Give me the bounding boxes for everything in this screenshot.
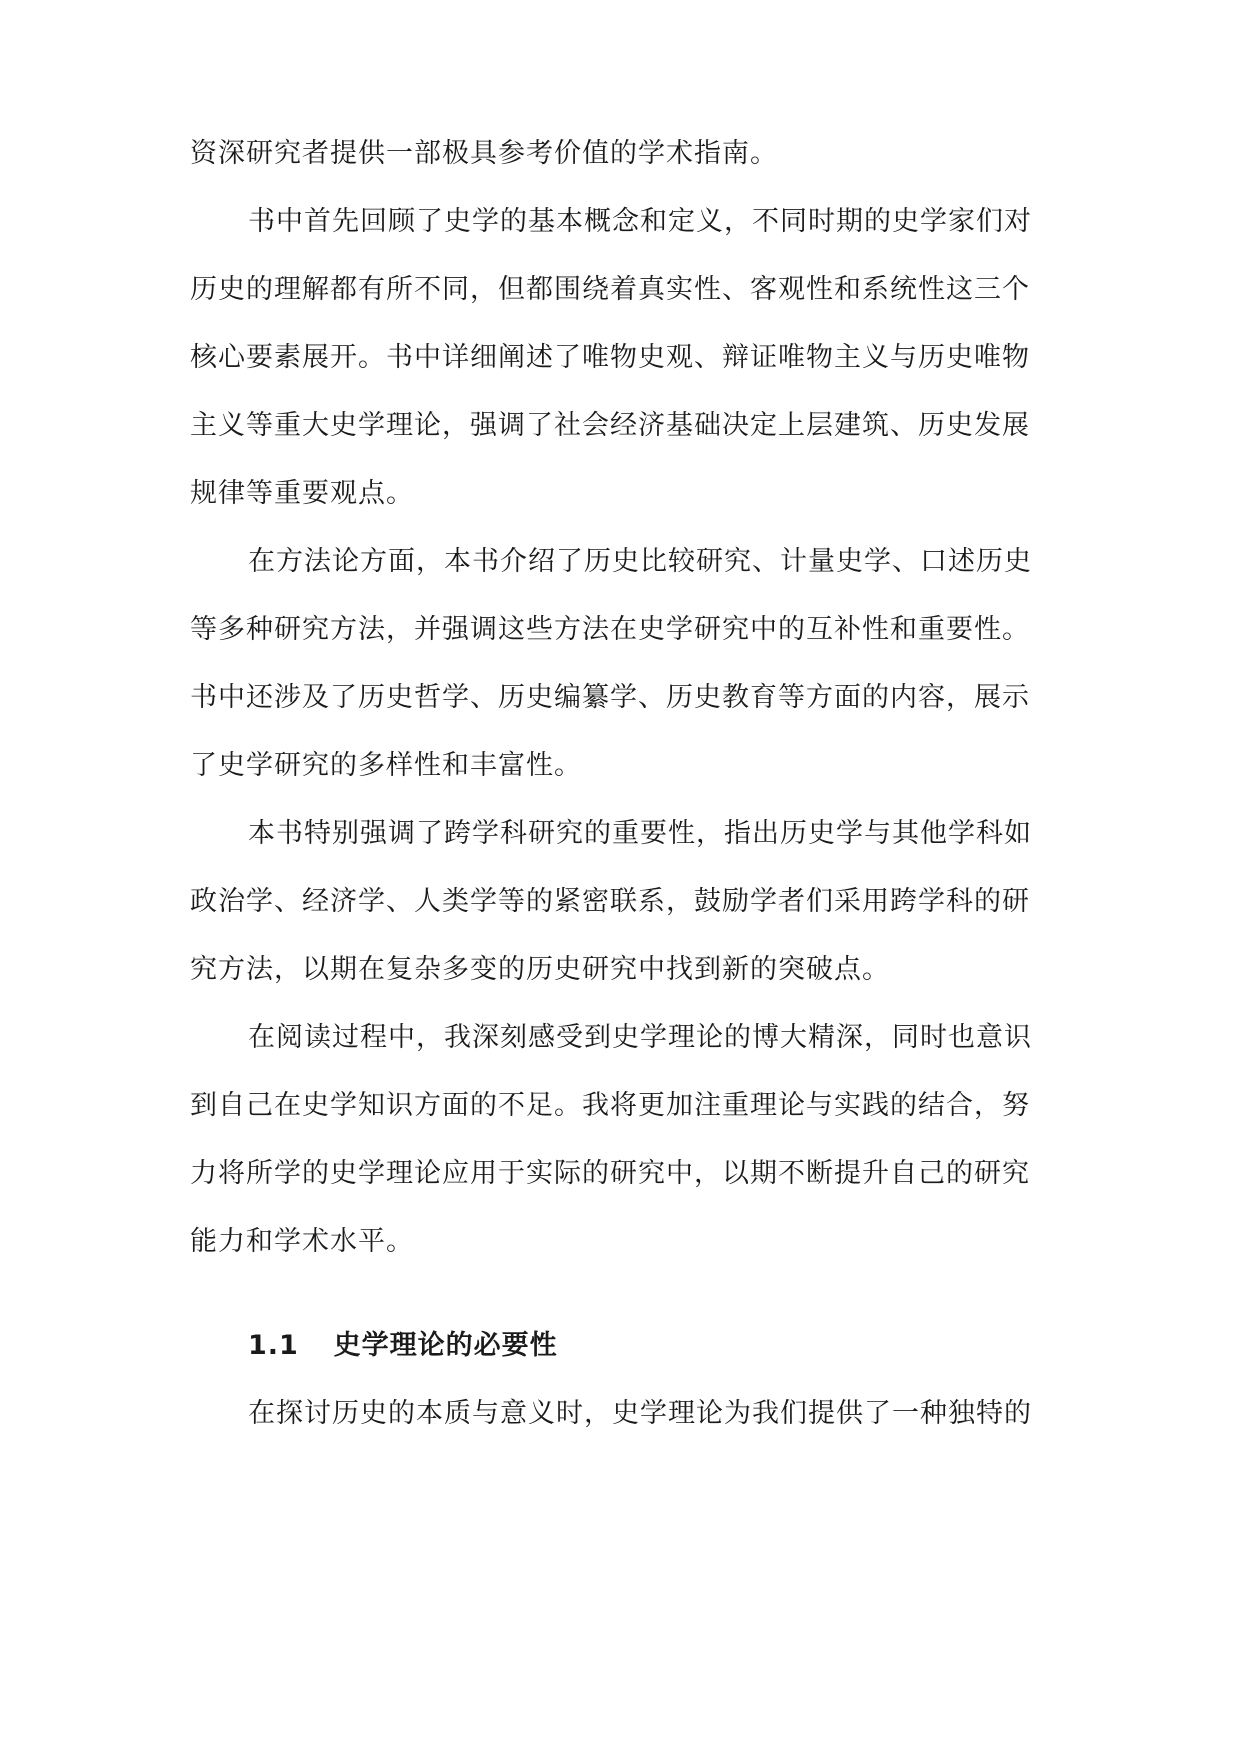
- text-line: 到自己在史学知识方面的不足。我将更加注重理论与实践的结合，努: [190, 1090, 1030, 1121]
- section-title: 史学理论的必要性: [333, 1330, 558, 1361]
- text-line: 书中首先回顾了史学的基本概念和定义，不同时期的史学家们对: [248, 206, 1032, 237]
- text-line: 等多种研究方法，并强调这些方法在史学研究中的互补性和重要性。: [190, 614, 1030, 645]
- text-line: 力将所学的史学理论应用于实际的研究中，以期不断提升自己的研究: [190, 1158, 1030, 1189]
- text-line: 在探讨历史的本质与意义时，史学理论为我们提供了一种独特的: [248, 1398, 1032, 1429]
- section-number: 1.1: [248, 1330, 299, 1361]
- text-line: 核心要素展开。书中详细阐述了唯物史观、辩证唯物主义与历史唯物: [190, 342, 1030, 373]
- text-line: 在方法论方面，本书介绍了历史比较研究、计量史学、口述历史: [248, 546, 1032, 577]
- text-line: 政治学、经济学、人类学等的紧密联系，鼓励学者们采用跨学科的研: [190, 886, 1030, 917]
- text-line: 规律等重要观点。: [190, 478, 414, 509]
- text-line: 本书特别强调了跨学科研究的重要性，指出历史学与其他学科如: [248, 818, 1032, 849]
- text-line: 能力和学术水平。: [190, 1226, 414, 1257]
- text-line: 在阅读过程中，我深刻感受到史学理论的博大精深，同时也意识: [248, 1022, 1032, 1053]
- text-line: 历史的理解都有所不同，但都围绕着真实性、客观性和系统性这三个: [190, 274, 1030, 305]
- text-line: 主义等重大史学理论，强调了社会经济基础决定上层建筑、历史发展: [190, 410, 1030, 441]
- text-line: 书中还涉及了历史哲学、历史编纂学、历史教育等方面的内容，展示: [190, 682, 1030, 713]
- text-line: 了史学研究的多样性和丰富性。: [190, 750, 582, 781]
- text-line: 资深研究者提供一部极具参考价值的学术指南。: [190, 138, 778, 169]
- text-line: 究方法，以期在复杂多变的历史研究中找到新的突破点。: [190, 954, 890, 985]
- section-heading: [248, 1328, 1241, 1364]
